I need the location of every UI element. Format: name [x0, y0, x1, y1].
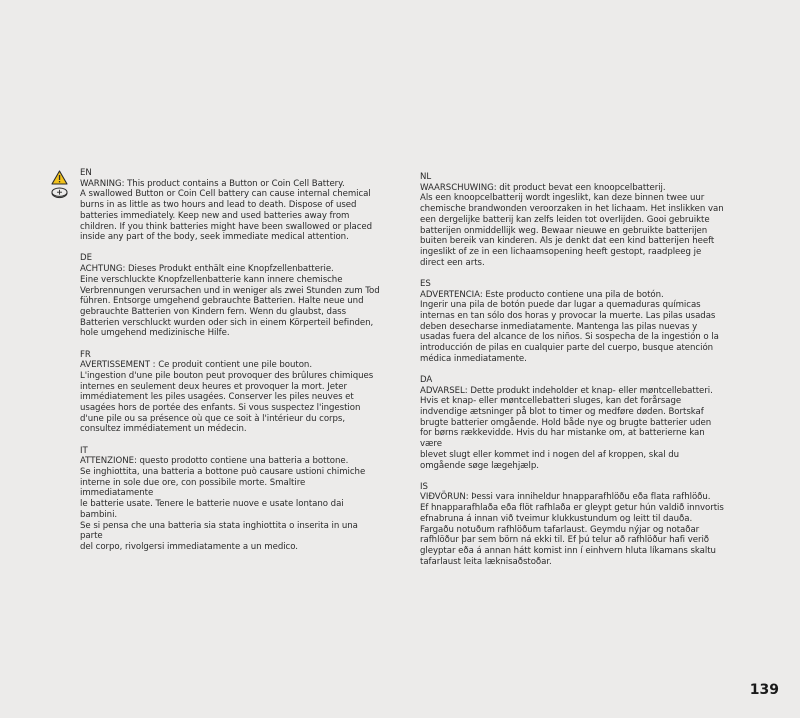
language-code: DE: [80, 253, 92, 264]
warning-block-da: [420, 375, 725, 471]
warning-block-nl: [420, 172, 725, 268]
warning-text: VIÐVÖRUN: Þessi vara inniheldur hnapparafhlöðu eða flata rafhlöðu. Ef hnapparafhlaða eða flöt rafhlaða er gleypt getur hún valdið innvortis efnabruna á innan við tveimur klukkustundum og leitt til dauða. Fargaðu notuðum rafhlöðum tafarlaust. Geymdu nýjar og notaðar rafhlöður þar sem börn ná ekki til. Ef þú telur að rafhlöður hafi verið gleyptar eða á annan hátt komist inn í einhvern hluta líkamans skaltu tafarlaust leita læknisaðstoðar.: [420, 492, 724, 567]
warning-block-fr: [80, 350, 380, 436]
language-code: DA: [420, 374, 433, 385]
page-number: 139: [749, 682, 779, 698]
warning-text: AVERTISSEMENT : Ce produit contient une pile bouton. L'ingestion d'une pile bouton peut provoquer des brûlures chimiques internes en seulement deux heures et provoquer la mort. Jeter immédiatement les piles usagées. Conserver les piles neuves et usagées hors de portée des enfants. Si vous suspectez l'ingestion d'une pile ou sa présence où que ce soit à l'intérieur du corps, consultez immédiatement un médecin.: [80, 360, 374, 435]
right-column: [420, 172, 725, 578]
coin-battery-icon: [51, 187, 68, 199]
language-code: FR: [80, 349, 91, 360]
warning-text: ADVARSEL: Dette produkt indeholder et knap- eller møntcellebatteri. Hvis et knap- eller møntcellebatteri sluges, kan det forårsage indvendige ætsninger på blot to timer og medføre døden. Bortskaf brugte batterier omgående. Hold både nye og brugte batterier uden for børns rækkevidde. Hvis du har mistanke om, at batterierne kan være blevet slugt eller kommet ind i nogen del af kroppen, skal du omgående søge lægehjælp.: [420, 385, 713, 471]
warning-block-es: [420, 279, 725, 365]
warning-text: ACHTUNG: Dieses Produkt enthält eine Knopfzellenbatterie. Eine verschluckte Knopfzellenbatterie kann innere chemische Verbrennungen verursachen und in weniger als zwei Stunden zum Tod führen. Entsorge umgehend gebrauchte Batterien. Halte neue und gebrauchte Batterien von Kindern fern. Wenn du glaubst, dass Batterien verschluckt wurden oder sich in einem Körperteil befinden, hole umgehend medizinische Hilfe.: [80, 264, 380, 339]
warning-text: WARNING: This product contains a Button or Coin Cell Battery. A swallowed Button or Coin Cell battery can cause internal chemical burns in as little as two hours and lead to death. Dispose of used batteries immediately. Keep new and used batteries away from children. If you think batteries might have been swallowed or placed inside any part of the body, seek immediate medical attention.: [80, 178, 373, 243]
language-code: EN: [80, 168, 92, 178]
warning-text: ATTENZIONE: questo prodotto contiene una batteria a bottone. Se inghiottita, una batteria a bottone può causare ustioni chimiche interne in sole due ore, con possibile morte. Smaltire immediatamente le batterie usate. Tenere le batterie nuove e usate lontano dai bambini. Se si pensa che una batteria sia stata inghiottita o inserita in una parte del corpo, rivolgersi immediatamente a un medico.: [80, 456, 366, 552]
language-code: IS: [420, 481, 428, 492]
warning-text: ADVERTENCIA: Este producto contiene una pila de botón. Ingerir una pila de botón puede dar lugar a quemaduras químicas internas en tan sólo dos horas y provocar la muerte. Las pilas usadas deben desecharse inmediatamente. Mantenga las pilas nuevas y usadas fuera del alcance de los niños. Si sospecha de la ingestión o la introducción de pilas en cualquier parte del cuerpo, busque atención médica inmediatamente.: [420, 289, 719, 364]
warning-block-it: [80, 446, 380, 553]
warning-icons: [51, 170, 69, 199]
language-code: NL: [420, 172, 432, 182]
language-code: ES: [420, 278, 431, 289]
warning-block-is: [420, 482, 725, 568]
warning-block-en: [80, 168, 380, 243]
warning-block-de: [80, 253, 380, 339]
warning-icon: [51, 170, 68, 185]
warning-text: WAARSCHUWING: dit product bevat een knoopcelbatterij. Als een knoopcelbatterij wordt ingeslikt, kan deze binnen twee uur chemische brandwonden veroorzaken in het lichaam. Het inslikken van een dergelijke batterij kan zelfs leiden tot overlijden. Gooi gebruikte batterijen onmiddellijk weg. Bewaar nieuwe en gebruikte batterijen buiten bereik van kinderen. Als je denkt dat een kind batterijen heeft ingeslikt of ze in een lichaamsopening heeft gestopt, raadpleeg je direct een arts.: [420, 182, 724, 268]
left-column: [80, 168, 380, 563]
language-code: IT: [80, 445, 88, 456]
